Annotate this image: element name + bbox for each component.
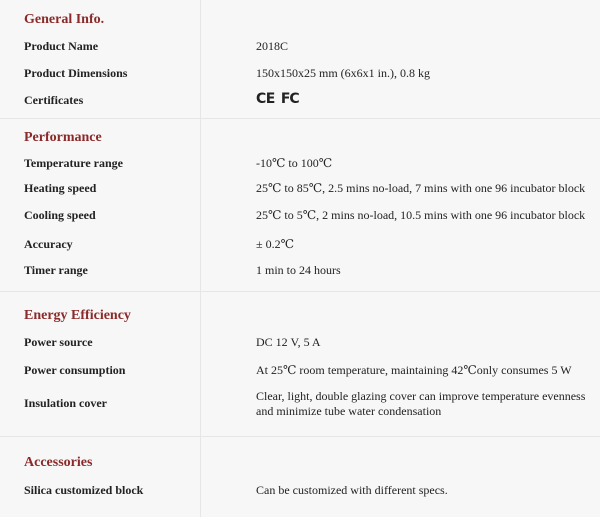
- row-label-certificates: Certificates: [24, 93, 84, 107]
- section-title-energy: Energy Efficiency: [24, 308, 131, 323]
- row-label-temperature-range: Temperature range: [24, 156, 123, 170]
- row-value-insulation-cover: Clear, light, double glazing cover can improve temperature evenness and minimize tube water condensation: [256, 389, 586, 418]
- section-title-performance: Performance: [24, 130, 102, 145]
- row-label-heating-speed: Heating speed: [24, 181, 97, 195]
- ce-icon: CE: [256, 91, 275, 107]
- row-label-silica-block: Silica customized block: [24, 483, 144, 497]
- row-value-product-name: 2018C: [256, 39, 289, 53]
- row-label-product-name: Product Name: [24, 39, 99, 53]
- row-label-insulation-cover: Insulation cover: [24, 396, 108, 410]
- column-divider: [200, 0, 201, 517]
- section-divider: [0, 291, 600, 292]
- row-value-silica-block: Can be customized with different specs.: [256, 483, 448, 497]
- row-label-power-source: Power source: [24, 335, 93, 349]
- row-value-timer-range: 1 min to 24 hours: [256, 263, 341, 277]
- section-divider: [0, 118, 600, 119]
- row-value-temperature-range: -10℃ to 100℃: [256, 156, 333, 170]
- row-label-accuracy: Accuracy: [24, 237, 73, 251]
- row-value-product-dimensions: 150x150x25 mm (6x6x1 in.), 0.8 kg: [256, 66, 430, 80]
- section-title-accessories: Accessories: [24, 455, 93, 470]
- row-label-timer-range: Timer range: [24, 263, 88, 277]
- row-label-cooling-speed: Cooling speed: [24, 208, 96, 222]
- section-divider: [0, 436, 600, 437]
- row-value-power-consumption: At 25℃ room temperature, maintaining 42℃only consumes 5 W: [256, 363, 572, 377]
- row-value-heating-speed: 25℃ to 85℃, 2.5 mins no-load, 7 mins with one 96 incubator block: [256, 181, 586, 195]
- row-label-power-consumption: Power consumption: [24, 363, 126, 377]
- fcc-icon: FC: [280, 91, 299, 107]
- row-value-accuracy: ± 0.2℃: [256, 237, 295, 251]
- section-title-general: General Info.: [24, 12, 105, 27]
- row-value-power-source: DC 12 V, 5 A: [256, 335, 321, 349]
- row-value-cooling-speed: 25℃ to 5℃, 2 mins no-load, 10.5 mins with one 96 incubator block: [256, 208, 586, 222]
- certificate-marks: [256, 91, 299, 107]
- row-label-product-dimensions: Product Dimensions: [24, 66, 128, 80]
